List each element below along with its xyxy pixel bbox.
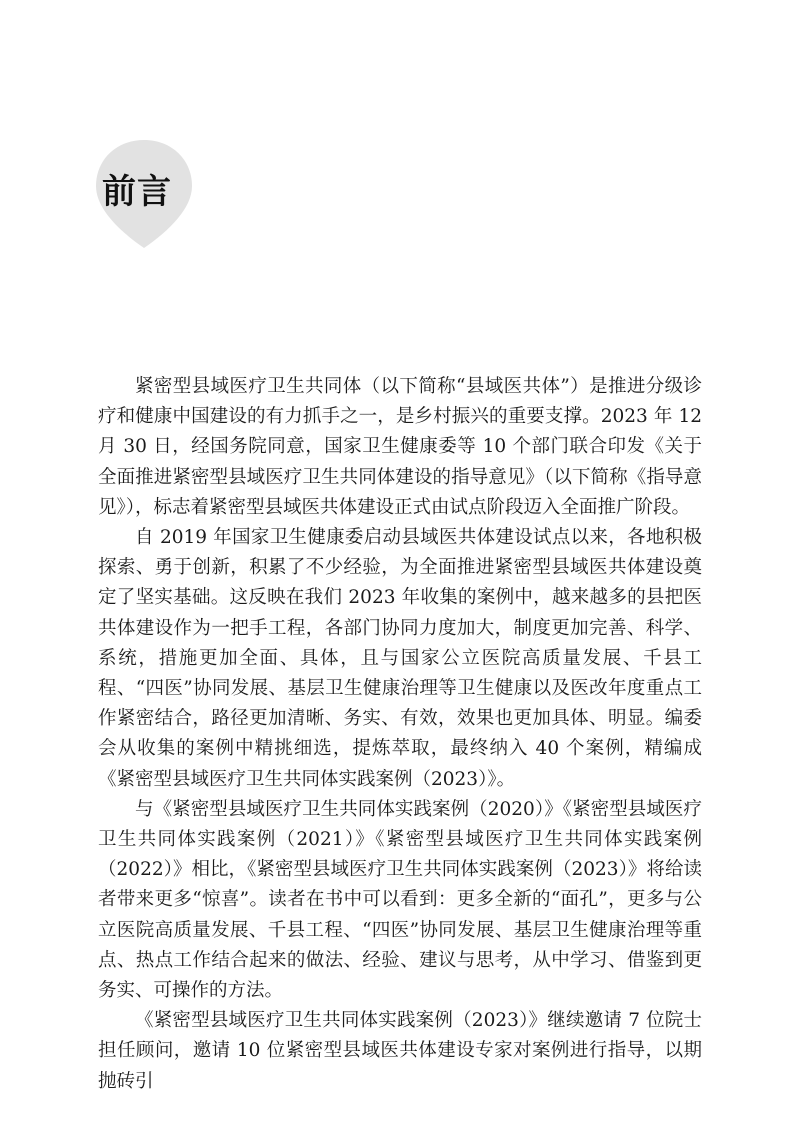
paragraph-3: 与《紧密型县域医疗卫生共同体实践案例（2020）》《紧密型县域医疗卫生共同体实践案例（2021）》《紧密型县域医疗卫生共同体实践案例（2022）》相比，《紧密型县域医疗卫生共同体实践案例（2023）》将给读者带来更多“惊喜”。读者在书中可以看到：更多全新的“面孔”，更多与公立医院高质量发展、千县工程、“四医”协同发展、基层卫生健康治理等重点、热点工作结合起来的做法、经验、建议与思考，从中学习、借鉴到更务实、可操作的方法。: [98, 798, 702, 1002]
paragraph-1: 紧密型县域医疗卫生共同体（以下简称“县域医共体”）是推进分级诊疗和健康中国建设的有力抓手之一，是乡村振兴的重要支撑。2023 年 12 月 30 日，经国务院同意，国家卫生健康委等 10 个部门联合印发《关于全面推进紧密型县域医疗卫生共同体建设的指导意见》（以下简称《指导意见》），标志着紧密型县域医共体建设正式由试点阶段迈入全面推广阶段。: [98, 376, 702, 518]
paragraph-2: 自 2019 年国家卫生健康委启动县域医共体建设试点以来，各地积极探索、勇于创新，积累了不少经验，为全面推进紧密型县域医共体建设奠定了坚实基础。这反映在我们 2023 年收集的案例中，越来越多的县把医共体建设作为一把手工程，各部门协同力度加大，制度更加完善、科学、系统，措施更加全面、具体，且与国家公立医院高质量发展、千县工程、“四医”协同发展、基层卫生健康治理等卫生健康以及医改年度重点工作紧密结合，路径更加清晰、务实、有效，效果也更加具体、明显。编委会从收集的案例中精挑细选，提炼萃取，最终纳入 40 个案例，精编成《紧密型县域医疗卫生共同体实践案例（2023）》。: [98, 527, 702, 790]
page-title: 前言: [102, 172, 172, 212]
paragraph-4: 《紧密型县域医疗卫生共同体实践案例（2023）》继续邀请 7 位院士担任顾问，邀请 10 位紧密型县域医共体建设专家对案例进行指导，以期抛砖引: [98, 1010, 702, 1092]
preface-body: [98, 372, 702, 1097]
preface-heading: [90, 138, 198, 250]
